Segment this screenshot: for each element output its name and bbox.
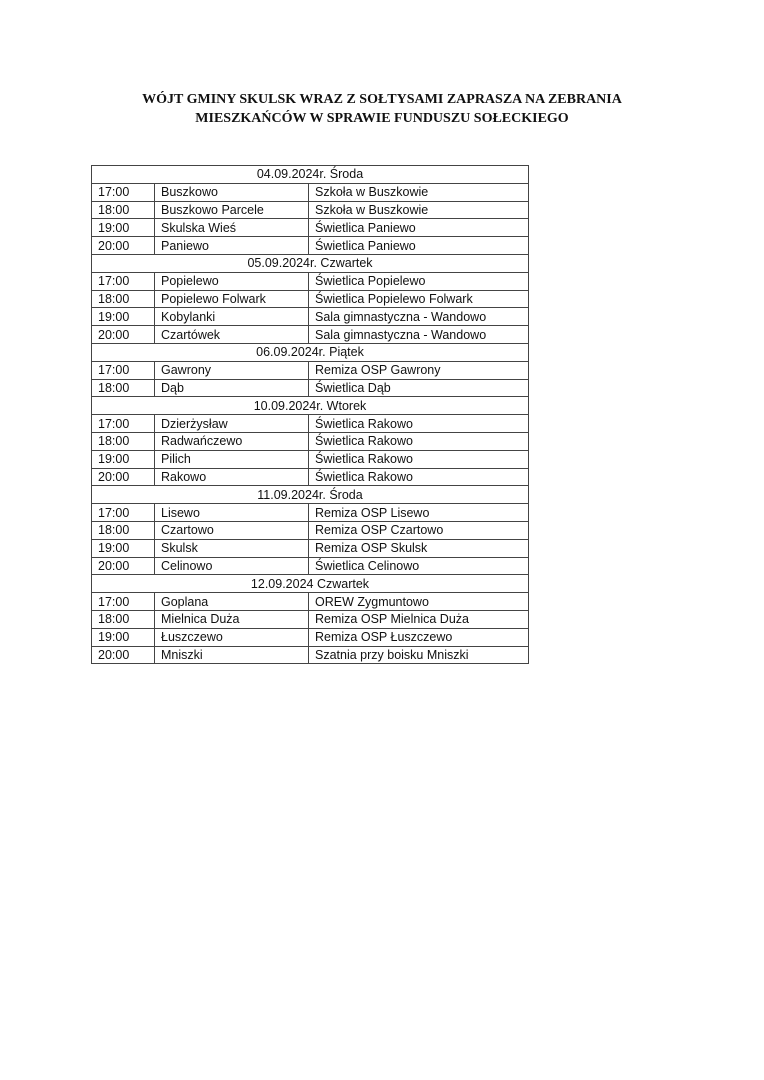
meeting-venue: Remiza OSP Skulsk (309, 539, 529, 557)
meeting-time: 19:00 (92, 628, 155, 646)
day-header-row (92, 486, 529, 504)
meeting-time: 17:00 (92, 183, 155, 201)
day-date: 06.09.2024r. Piątek (92, 343, 529, 361)
meeting-venue: Remiza OSP Czartowo (309, 521, 529, 539)
day-date: 04.09.2024r. Środa (92, 166, 529, 184)
village-name: Popielewo Folwark (155, 290, 309, 308)
table-row (92, 361, 529, 379)
village-name: Czartówek (155, 326, 309, 344)
village-name: Dąb (155, 379, 309, 397)
meeting-time: 19:00 (92, 308, 155, 326)
day-header-row (92, 166, 529, 184)
meeting-venue: Świetlica Rakowo (309, 450, 529, 468)
meeting-time: 17:00 (92, 593, 155, 611)
village-name: Mielnica Duża (155, 610, 309, 628)
village-name: Kobylanki (155, 308, 309, 326)
meeting-time: 19:00 (92, 539, 155, 557)
meeting-venue: Szkoła w Buszkowie (309, 201, 529, 219)
day-header-row (92, 575, 529, 593)
day-date: 05.09.2024r. Czwartek (92, 254, 529, 272)
village-name: Skulsk (155, 539, 309, 557)
meeting-time: 18:00 (92, 432, 155, 450)
meeting-venue: Sala gimnastyczna - Wandowo (309, 308, 529, 326)
meeting-time: 20:00 (92, 646, 155, 664)
meeting-time: 17:00 (92, 504, 155, 522)
table-row (92, 308, 529, 326)
meeting-venue: Świetlica Rakowo (309, 468, 529, 486)
table-row (92, 201, 529, 219)
village-name: Popielewo (155, 272, 309, 290)
meeting-venue: Remiza OSP Gawrony (309, 361, 529, 379)
village-name: Paniewo (155, 237, 309, 255)
village-name: Skulska Wieś (155, 219, 309, 237)
table-row (92, 379, 529, 397)
schedule-body (92, 166, 529, 664)
meeting-venue: Świetlica Popielewo (309, 272, 529, 290)
meeting-venue: Świetlica Celinowo (309, 557, 529, 575)
meeting-venue: Świetlica Rakowo (309, 432, 529, 450)
village-name: Goplana (155, 593, 309, 611)
village-name: Radwańczewo (155, 432, 309, 450)
meeting-time: 18:00 (92, 201, 155, 219)
meeting-venue: Świetlica Rakowo (309, 415, 529, 433)
table-row (92, 610, 529, 628)
day-date: 10.09.2024r. Wtorek (92, 397, 529, 415)
meeting-schedule-table (91, 165, 529, 664)
meeting-time: 17:00 (92, 415, 155, 433)
village-name: Pilich (155, 450, 309, 468)
table-row (92, 183, 529, 201)
meeting-venue: Szatnia przy boisku Mniszki (309, 646, 529, 664)
meeting-venue: Remiza OSP Lisewo (309, 504, 529, 522)
village-name: Lisewo (155, 504, 309, 522)
table-row (92, 432, 529, 450)
village-name: Celinowo (155, 557, 309, 575)
day-header-row (92, 397, 529, 415)
meeting-time: 17:00 (92, 272, 155, 290)
table-row (92, 646, 529, 664)
meeting-time: 18:00 (92, 379, 155, 397)
table-row (92, 219, 529, 237)
meeting-time: 20:00 (92, 557, 155, 575)
document-title (0, 90, 764, 128)
meeting-time: 19:00 (92, 450, 155, 468)
day-header-row (92, 254, 529, 272)
table-row (92, 415, 529, 433)
meeting-time: 20:00 (92, 326, 155, 344)
table-row (92, 237, 529, 255)
village-name: Gawrony (155, 361, 309, 379)
table-row (92, 521, 529, 539)
table-row (92, 326, 529, 344)
meeting-venue: Szkoła w Buszkowie (309, 183, 529, 201)
meeting-venue: Świetlica Paniewo (309, 219, 529, 237)
meeting-time: 18:00 (92, 610, 155, 628)
meeting-time: 18:00 (92, 290, 155, 308)
village-name: Czartowo (155, 521, 309, 539)
table-row (92, 504, 529, 522)
day-date: 11.09.2024r. Środa (92, 486, 529, 504)
village-name: Rakowo (155, 468, 309, 486)
table-row (92, 450, 529, 468)
meeting-venue: Świetlica Paniewo (309, 237, 529, 255)
meeting-venue: Świetlica Dąb (309, 379, 529, 397)
meeting-venue: Sala gimnastyczna - Wandowo (309, 326, 529, 344)
table-row (92, 557, 529, 575)
table-row (92, 272, 529, 290)
table-row (92, 539, 529, 557)
meeting-time: 20:00 (92, 237, 155, 255)
day-date: 12.09.2024 Czwartek (92, 575, 529, 593)
meeting-venue: Remiza OSP Łuszczewo (309, 628, 529, 646)
meeting-venue: OREW Zygmuntowo (309, 593, 529, 611)
meeting-time: 20:00 (92, 468, 155, 486)
table-row (92, 628, 529, 646)
meeting-time: 19:00 (92, 219, 155, 237)
village-name: Buszkowo Parcele (155, 201, 309, 219)
village-name: Dzierżysław (155, 415, 309, 433)
table-row (92, 290, 529, 308)
meeting-venue: Remiza OSP Mielnica Duża (309, 610, 529, 628)
title-line-1: WÓJT GMINY SKULSK WRAZ Z SOŁTYSAMI ZAPRASZA NA ZEBRANIA (142, 92, 622, 107)
title-line-2: MIESZKAŃCÓW W SPRAWIE FUNDUSZU SOŁECKIEGO (195, 111, 569, 126)
village-name: Buszkowo (155, 183, 309, 201)
meeting-time: 17:00 (92, 361, 155, 379)
table-row (92, 468, 529, 486)
meeting-venue: Świetlica Popielewo Folwark (309, 290, 529, 308)
meeting-time: 18:00 (92, 521, 155, 539)
village-name: Łuszczewo (155, 628, 309, 646)
table-row (92, 593, 529, 611)
day-header-row (92, 343, 529, 361)
village-name: Mniszki (155, 646, 309, 664)
